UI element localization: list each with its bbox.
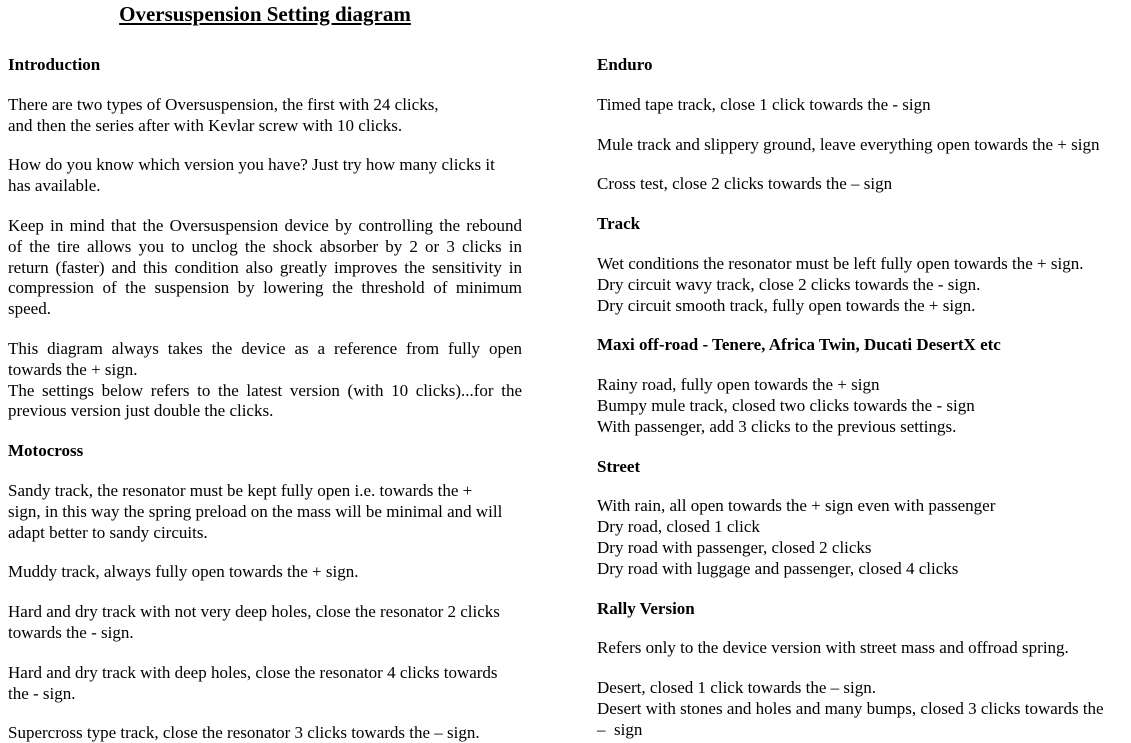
text-line: towards the + sign. [8, 359, 138, 379]
text-line: towards the - sign. [8, 622, 134, 642]
page-title: Oversuspension Setting diagram [119, 2, 411, 26]
text-line: Rainy road, fully open towards the + sign [597, 375, 880, 395]
text-line: Dry road with luggage and passenger, closed 4 clicks [597, 558, 959, 578]
paragraph [8, 602, 522, 644]
paragraph [8, 562, 522, 583]
paragraph [597, 375, 1121, 437]
text-line: has available. [8, 176, 101, 196]
paragraph [8, 481, 522, 543]
text-line: – sign [597, 719, 643, 739]
text-line: previous version just double the clicks. [8, 401, 274, 421]
text-line: sign, in this way the spring preload on the mass will be minimal and will [8, 501, 503, 521]
text-line: With passenger, add 3 clicks to the previous settings. [597, 416, 957, 436]
text-line: Timed tape track, close 1 click towards the - sign [597, 94, 931, 114]
text-line: Dry circuit smooth track, fully open towards the + sign. [597, 295, 976, 315]
text-line: Supercross type track, close the resonator 3 clicks towards the – sign. [8, 723, 480, 743]
section-heading-enduro: Enduro [597, 55, 653, 74]
paragraph [597, 174, 1121, 195]
text-line: Desert, closed 1 click towards the – sign. [597, 678, 877, 698]
section-heading-street: Street [597, 456, 641, 476]
paragraph [8, 216, 522, 320]
text-line: Muddy track, always fully open towards the + sign. [8, 562, 359, 582]
text-line: There are two types of Oversuspension, the first with 24 clicks, [8, 94, 439, 114]
text-line: return (faster) and this condition also greatly improves the sensitivity in [8, 257, 522, 277]
right-column [597, 55, 1121, 741]
text-line: adapt better to sandy circuits. [8, 522, 208, 542]
text-line: Sandy track, the resonator must be kept fully open i.e. towards the + [8, 480, 473, 500]
text-line: Dry road with passenger, closed 2 clicks [597, 537, 872, 557]
text-line: and then the series after with Kevlar screw with 10 clicks. [8, 115, 403, 135]
paragraph [597, 638, 1121, 659]
section-heading-motocross: Motocross [8, 441, 84, 461]
text-line: How do you know which version you have? Just try how many clicks it [8, 155, 495, 175]
paragraph [597, 678, 1121, 740]
text-line: The settings below refers to the latest version (with 10 clicks)...for the [8, 380, 522, 400]
text-line: the - sign. [8, 683, 76, 703]
text-line: Cross test, close 2 clicks towards the – sign [597, 174, 893, 194]
section-heading-maxi-off-road-tenere-africa-twin-ducati-desertx-etc: Maxi off-road - Tenere, Africa Twin, Ducati DesertX etc [597, 335, 1001, 355]
text-line: speed. [8, 299, 51, 319]
paragraph [597, 95, 1121, 116]
text-line: of the tire allows you to unclog the shock absorber by 2 or 3 clicks in [8, 236, 522, 256]
text-line: This diagram always takes the device as a reference from fully open [8, 338, 522, 358]
section-heading-rally-version: Rally Version [597, 598, 695, 618]
text-line: Hard and dry track with not very deep holes, close the resonator 2 clicks [8, 602, 500, 622]
text-line: compression of the suspension by lowering the threshold of minimum [8, 278, 522, 298]
paragraph [597, 135, 1121, 156]
section-heading-track: Track [597, 214, 641, 234]
paragraph [8, 155, 522, 197]
text-line: Desert with stones and holes and many bumps, closed 3 clicks towards the [597, 698, 1104, 718]
text-line: Keep in mind that the Oversuspension device by controlling the rebound [8, 215, 522, 235]
text-line: Dry circuit wavy track, close 2 clicks towards the - sign. [597, 274, 981, 294]
text-line: Mule track and slippery ground, leave everything open towards the + sign [597, 134, 1100, 154]
paragraph [597, 496, 1121, 579]
paragraph [597, 254, 1121, 316]
paragraph [8, 381, 522, 423]
paragraph [8, 339, 522, 381]
text-line: Wet conditions the resonator must be left fully open towards the + sign. [597, 253, 1084, 273]
text-line: Dry road, closed 1 click [597, 517, 760, 537]
paragraph [8, 95, 522, 137]
text-line: Hard and dry track with deep holes, close the resonator 4 clicks towards [8, 662, 498, 682]
paragraph [8, 723, 522, 743]
text-line: Refers only to the device version with street mass and offroad spring. [597, 638, 1069, 658]
paragraph [8, 663, 522, 705]
text-line: With rain, all open towards the + sign even with passenger [597, 496, 996, 516]
section-heading-introduction: Introduction [8, 55, 101, 74]
left-column [8, 55, 522, 743]
text-line: Bumpy mule track, closed two clicks towards the - sign [597, 395, 975, 415]
